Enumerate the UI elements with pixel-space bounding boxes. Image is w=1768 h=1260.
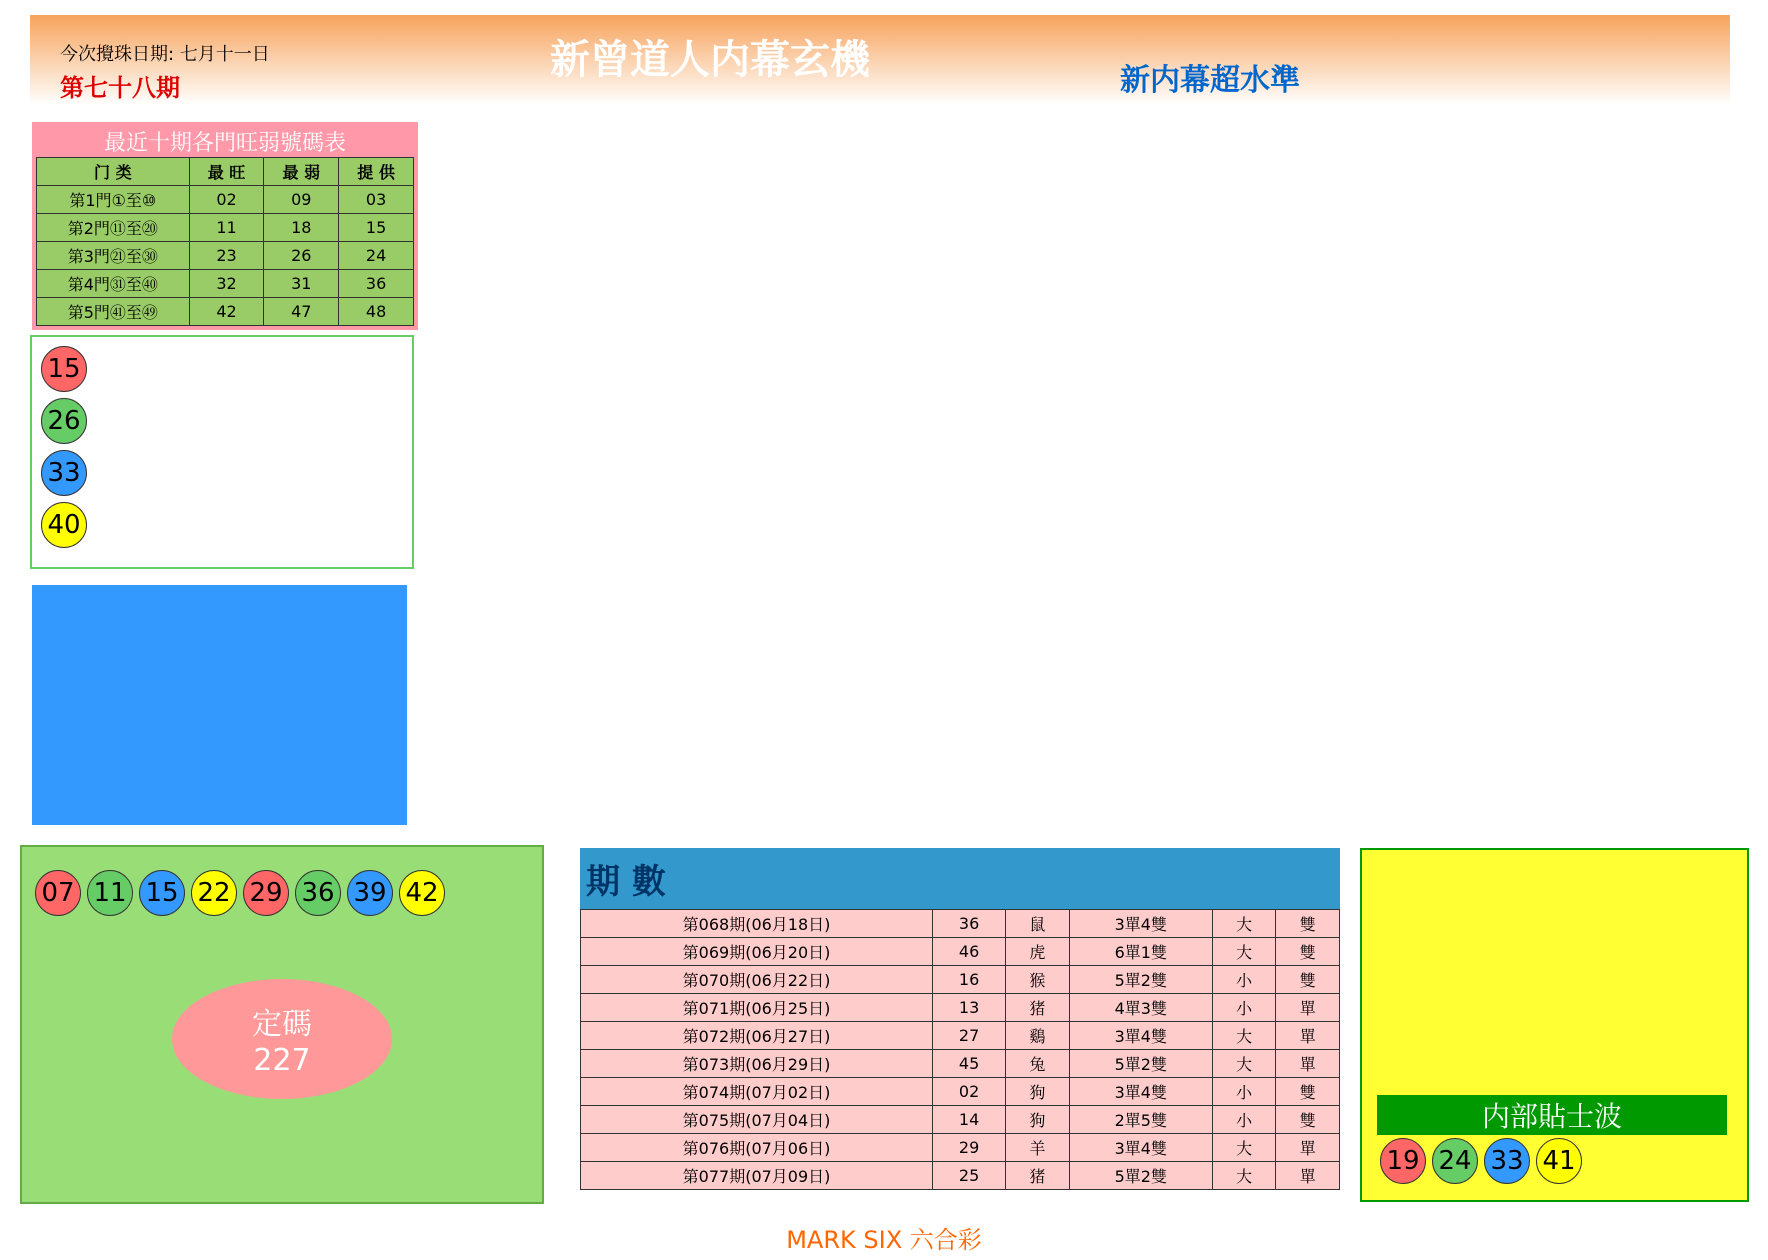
- table-cell: 42: [189, 298, 264, 326]
- table-cell: 31: [264, 270, 339, 298]
- table-cell: 雙: [1276, 910, 1340, 938]
- table-cell: 4單3雙: [1069, 994, 1212, 1022]
- featured-ball: 15: [41, 346, 87, 392]
- table-cell: 32: [189, 270, 264, 298]
- table-cell: 5單2雙: [1069, 966, 1212, 994]
- table-cell: 單: [1276, 1162, 1340, 1190]
- table-cell: 鼠: [1006, 910, 1070, 938]
- table-cell: 5單2雙: [1069, 1050, 1212, 1078]
- page-title: 新曾道人内幕玄機: [550, 37, 870, 83]
- table-cell: 02: [189, 186, 264, 214]
- bottom-ball: 42: [399, 870, 445, 916]
- table-cell: 虎: [1006, 938, 1070, 966]
- table-cell: 26: [264, 242, 339, 270]
- table-row: [581, 1050, 1340, 1078]
- strength-title: 最近十期各門旺弱號碼表: [103, 131, 346, 156]
- table-cell: 36: [339, 270, 414, 298]
- table-cell: 小: [1212, 994, 1276, 1022]
- table-cell: 猴: [1006, 966, 1070, 994]
- featured-ball: 26: [41, 398, 87, 444]
- table-cell: 鷄: [1006, 1022, 1070, 1050]
- tips-title: 内部貼士波: [1377, 1095, 1727, 1135]
- table-cell: 6單1雙: [1069, 938, 1212, 966]
- table-cell: 02: [933, 1078, 1006, 1106]
- table-cell: 大: [1212, 1162, 1276, 1190]
- table-row: [581, 910, 1340, 938]
- table-cell: 第076期(07月06日): [581, 1134, 933, 1162]
- table-cell: 13: [933, 994, 1006, 1022]
- table-cell: 雙: [1276, 1106, 1340, 1134]
- table-row: [37, 186, 414, 214]
- strength-panel: [32, 122, 418, 330]
- table-cell: 14: [933, 1106, 1006, 1134]
- bottom-ball: 29: [243, 870, 289, 916]
- strength-col: 最 旺: [189, 158, 264, 186]
- tips-ball: 33: [1484, 1138, 1530, 1184]
- table-cell: 第070期(06月22日): [581, 966, 933, 994]
- table-cell: 47: [264, 298, 339, 326]
- table-cell: 猪: [1006, 1162, 1070, 1190]
- table-cell: 單: [1276, 1050, 1340, 1078]
- header-banner: [30, 15, 1730, 105]
- table-cell: 3單4雙: [1069, 1078, 1212, 1106]
- table-cell: 大: [1212, 938, 1276, 966]
- table-row: [37, 242, 414, 270]
- table-cell: 2單5雙: [1069, 1106, 1212, 1134]
- results-panel: [580, 848, 1340, 1190]
- table-cell: 大: [1212, 910, 1276, 938]
- table-cell: 狗: [1006, 1106, 1070, 1134]
- strength-table: [36, 157, 414, 326]
- results-head: 期 數: [580, 848, 1340, 909]
- table-cell: 雙: [1276, 1078, 1340, 1106]
- table-cell: 單: [1276, 1022, 1340, 1050]
- table-cell: 3單4雙: [1069, 1134, 1212, 1162]
- surname-panel: [32, 585, 407, 825]
- table-row: [37, 270, 414, 298]
- results-table: [580, 909, 1340, 1190]
- table-cell: 第4門㉛至㊵: [37, 270, 190, 298]
- table-cell: 27: [933, 1022, 1006, 1050]
- table-cell: 15: [339, 214, 414, 242]
- featured-ball: 40: [41, 502, 87, 548]
- table-cell: 羊: [1006, 1134, 1070, 1162]
- table-cell: 小: [1212, 1106, 1276, 1134]
- table-cell: 23: [189, 242, 264, 270]
- table-cell: 第2門⑪至⑳: [37, 214, 190, 242]
- tips-ball: 24: [1432, 1138, 1478, 1184]
- table-cell: 25: [933, 1162, 1006, 1190]
- tips-ball: 41: [1536, 1138, 1582, 1184]
- table-cell: 第075期(07月04日): [581, 1106, 933, 1134]
- fixed-code: [172, 979, 392, 1099]
- table-row: [581, 938, 1340, 966]
- table-row: [37, 214, 414, 242]
- table-cell: 03: [339, 186, 414, 214]
- table-cell: 雙: [1276, 938, 1340, 966]
- table-cell: 3單4雙: [1069, 1022, 1212, 1050]
- bottom-ball: 07: [35, 870, 81, 916]
- table-cell: 3單4雙: [1069, 910, 1212, 938]
- table-row: [37, 298, 414, 326]
- table-cell: 24: [339, 242, 414, 270]
- table-cell: 第073期(06月29日): [581, 1050, 933, 1078]
- table-cell: 兔: [1006, 1050, 1070, 1078]
- table-cell: 第5門㊶至㊾: [37, 298, 190, 326]
- table-cell: 46: [933, 938, 1006, 966]
- bottom-ball: 39: [347, 870, 393, 916]
- table-row: [581, 1106, 1340, 1134]
- fixed-value: 227: [253, 1043, 311, 1078]
- tips-panel: [1360, 848, 1749, 1202]
- table-cell: 18: [264, 214, 339, 242]
- table-cell: 單: [1276, 994, 1340, 1022]
- table-cell: 猪: [1006, 994, 1070, 1022]
- table-row: [581, 1162, 1340, 1190]
- table-cell: 第3門㉑至㉚: [37, 242, 190, 270]
- table-cell: 16: [933, 966, 1006, 994]
- subtitle: 新内幕超水準: [1120, 63, 1300, 98]
- issue-number: 第七十八期: [60, 74, 180, 102]
- table-cell: 小: [1212, 1078, 1276, 1106]
- strength-col: 门 类: [37, 158, 190, 186]
- table-cell: 45: [933, 1050, 1006, 1078]
- table-cell: 第068期(06月18日): [581, 910, 933, 938]
- fixed-label: 定碼: [252, 1007, 312, 1042]
- table-cell: 11: [189, 214, 264, 242]
- table-row: [581, 1022, 1340, 1050]
- table-cell: 09: [264, 186, 339, 214]
- strength-col: 提 供: [339, 158, 414, 186]
- table-cell: 雙: [1276, 966, 1340, 994]
- table-cell: 48: [339, 298, 414, 326]
- table-cell: 5單2雙: [1069, 1162, 1212, 1190]
- tips-ball: 19: [1380, 1138, 1426, 1184]
- table-row: [581, 994, 1340, 1022]
- table-row: [581, 1078, 1340, 1106]
- table-row: [581, 1134, 1340, 1162]
- table-cell: 第071期(06月25日): [581, 994, 933, 1022]
- table-cell: 36: [933, 910, 1006, 938]
- bottom-ball: 36: [295, 870, 341, 916]
- table-cell: 29: [933, 1134, 1006, 1162]
- table-cell: 大: [1212, 1134, 1276, 1162]
- table-cell: 小: [1212, 966, 1276, 994]
- strength-col: 最 弱: [264, 158, 339, 186]
- bottom-ball: 15: [139, 870, 185, 916]
- table-cell: 大: [1212, 1050, 1276, 1078]
- table-cell: 第1門①至⑩: [37, 186, 190, 214]
- featured-ball: 33: [41, 450, 87, 496]
- featured-panel: [30, 335, 414, 569]
- footer: MARK SIX 六合彩: [786, 1226, 982, 1254]
- table-row: [581, 966, 1340, 994]
- table-cell: 單: [1276, 1134, 1340, 1162]
- bottom-panel: [20, 845, 544, 1204]
- table-cell: 第069期(06月20日): [581, 938, 933, 966]
- table-cell: 狗: [1006, 1078, 1070, 1106]
- table-cell: 第074期(07月02日): [581, 1078, 933, 1106]
- table-cell: 第077期(07月09日): [581, 1162, 933, 1190]
- draw-date: 今次攪珠日期: 七月十一日: [60, 44, 270, 65]
- bottom-ball: 22: [191, 870, 237, 916]
- table-cell: 第072期(06月27日): [581, 1022, 933, 1050]
- bottom-ball: 11: [87, 870, 133, 916]
- table-cell: 大: [1212, 1022, 1276, 1050]
